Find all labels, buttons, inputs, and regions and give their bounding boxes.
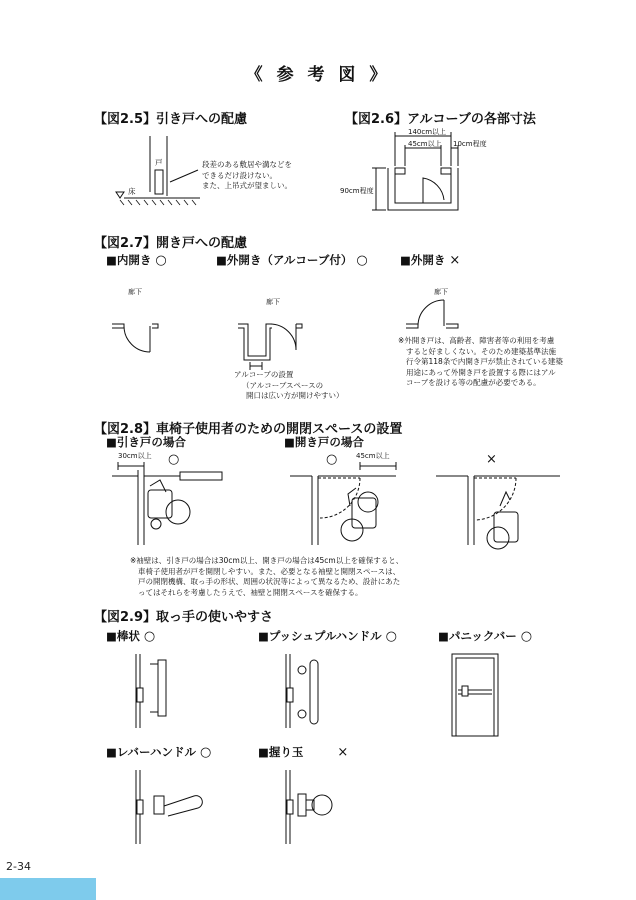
fig27-corridor-2: 廊下: [266, 298, 280, 306]
fig26-dim-offset: 10cm程度: [453, 140, 487, 148]
fig27-outward-alcove-label: ■外開き（アルコーブ付） ○: [216, 253, 368, 268]
page-title: 《 参 考 図 》: [245, 65, 391, 85]
fig29-knob-label: ■握り玉 ×: [258, 745, 349, 760]
fig29-bar-mark: ○: [143, 629, 156, 644]
fig29-lever-label: ■レバーハンドル ○: [106, 745, 212, 760]
fig29-panicbar-label: ■パニックバー ○: [438, 629, 533, 644]
fig27-corridor-1: 廊下: [128, 288, 142, 296]
fig26-heading: 【図2.6】アルコーブの各部寸法: [345, 112, 536, 127]
fig27-inward-label: ■内開き ○: [106, 253, 167, 268]
fig27-corridor-3: 廊下: [434, 288, 448, 296]
fig26-dim-opening: 45cm以上: [408, 140, 442, 148]
fig29-bar-label: ■棒状 ○: [106, 629, 156, 644]
fig25-note: 段差のある敷居や溝などを できるだけ設けない。 また、上吊式が望ましい。: [202, 160, 292, 190]
fig28-hinged-label: ■開き戸の場合: [284, 435, 364, 449]
fig29-heading: 【図2.9】取っ手の使いやすさ: [94, 610, 274, 625]
fig28-sliding-label: ■引き戸の場合: [106, 435, 186, 449]
fig26-dim-depth: 90cm程度: [340, 187, 374, 195]
fig29-panicbar-mark: ○: [520, 629, 533, 644]
fig29-pushpull-mark: ○: [385, 629, 397, 644]
fig28-dim-hinged: 45cm以上: [356, 452, 390, 460]
fig27-alcove-note: アルコーブの設置 （アルコーブスペースの 開口は広い方が開けやすい）: [234, 370, 344, 400]
fig27-outward-note: ※外開き戸は、高齢者、障害者等の利用を考慮 すると好ましくない。そのため建築基準法施 行令第118条で内開き戸が禁止されている建築 用途にあって外開き戸を設置する際にはアル コーブを設ける等の配慮が必要である。: [398, 336, 563, 387]
fig28-note: ※袖壁は、引き戸の場合は30cm以上、開き戸の場合は45cm以上を確保すると、 車椅子使用者が戸を開閉しやすい。また、必要となる袖壁と開閉スペースは、 戸の開閉機構、取っ手の形状、周囲の状況等によって異なるため、設計にあた ってはそれらを考慮したうえで、袖壁と開閉スペースを確保する。: [130, 556, 404, 597]
fig27-outward-label: ■外開き ×: [400, 253, 461, 268]
footer-accent-bar: [0, 878, 96, 900]
fig29-knob-mark: ×: [337, 745, 349, 760]
page-number: 2-34: [6, 860, 31, 873]
fig27-outward-alcove-mark: ○: [356, 253, 368, 268]
fig28-mark-hinged: ○: [326, 452, 338, 467]
fig25-door-label: 戸: [155, 158, 163, 167]
fig25-heading: 【図2.5】引き戸への配慮: [94, 112, 248, 127]
fig26-dim-total: 140cm以上: [408, 128, 447, 136]
fig29-lever-mark: ○: [200, 745, 212, 760]
fig25-floor-label: 床: [128, 187, 136, 196]
fig28-mark-hinged-no-sidewall: ×: [486, 452, 497, 467]
fig29-pushpull-label: ■プッシュプルハンドル ○: [258, 629, 397, 644]
fig28-dim-sliding: 30cm以上: [118, 452, 152, 460]
fig27-inward-mark: ○: [155, 253, 167, 268]
fig27-outward-mark: ×: [449, 253, 461, 268]
fig28-mark-sliding: ○: [168, 452, 180, 467]
fig28-heading: 【図2.8】車椅子使用者のための開閉スペースの設置: [94, 422, 403, 437]
fig27-heading: 【図2.7】開き戸への配慮: [94, 236, 248, 251]
